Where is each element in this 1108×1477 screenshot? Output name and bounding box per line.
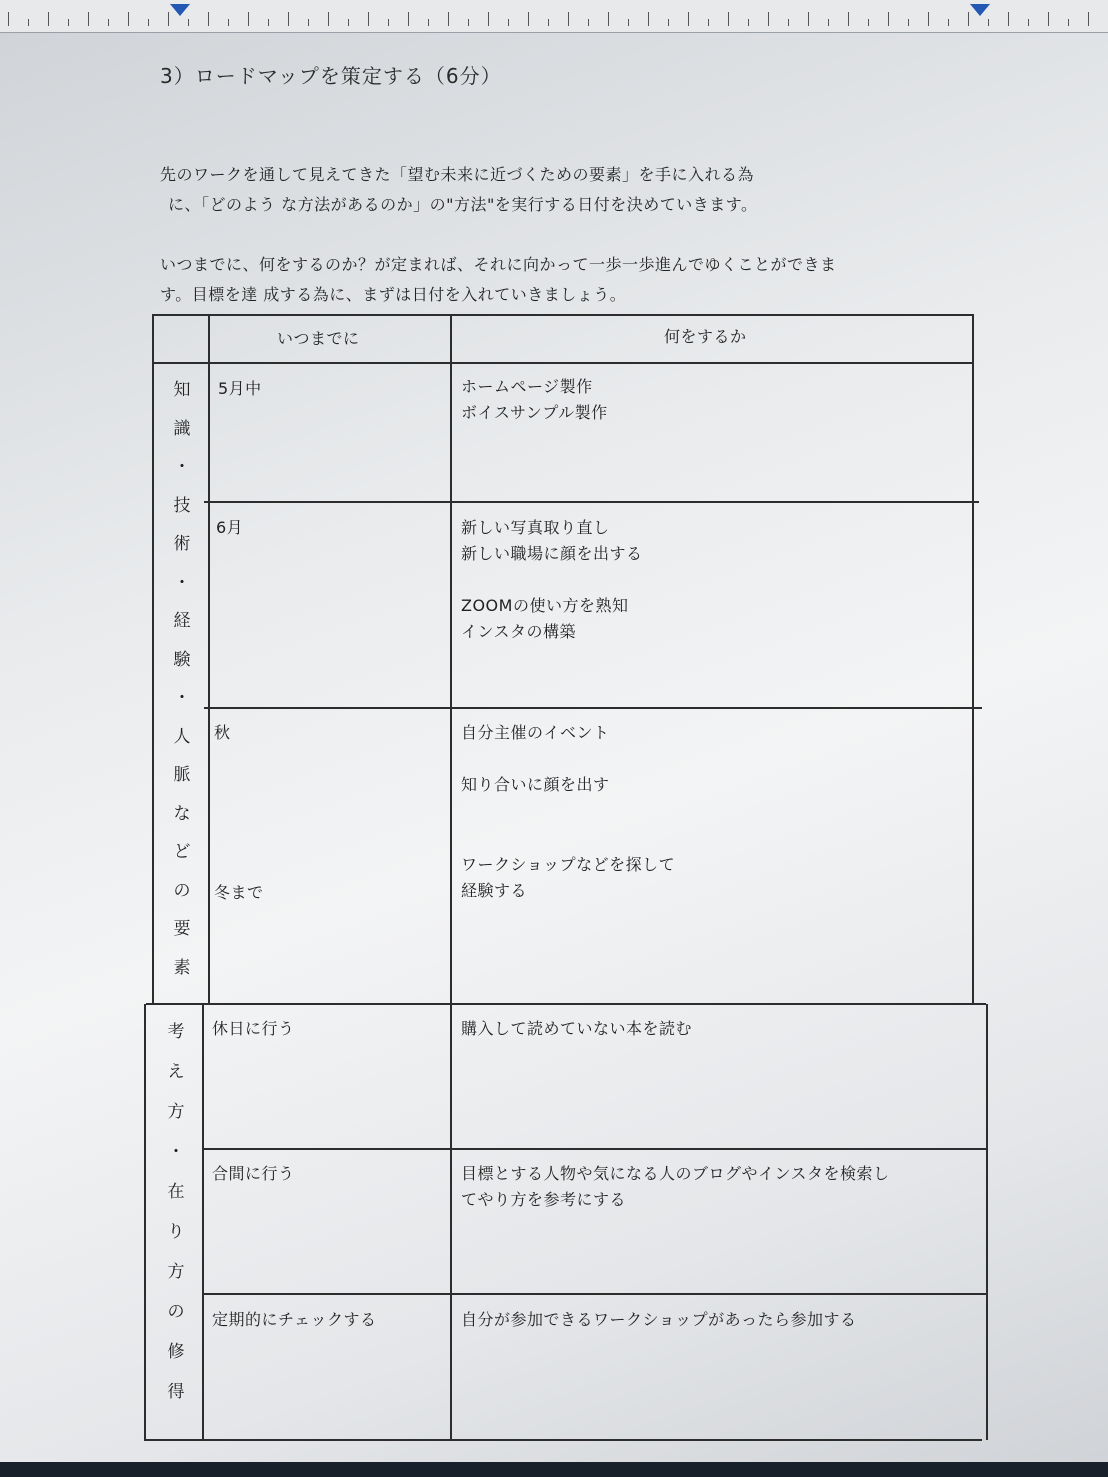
group-label-char: 人 [173, 726, 191, 747]
ruler-tick [968, 12, 969, 26]
when-cell[interactable]: 定期的にチェックする [212, 1310, 377, 1329]
ruler[interactable] [0, 0, 1108, 33]
ruler-tick [1088, 12, 1089, 26]
group-label-char: 在 [167, 1182, 185, 1202]
table-border [152, 314, 974, 316]
ruler-tick [468, 19, 469, 26]
table-border [986, 1004, 988, 1440]
group-label-char: り [167, 1222, 185, 1242]
what-cell[interactable]: 自分主催のイベント [461, 723, 610, 742]
ruler-tick [348, 19, 349, 26]
ruler-tick [128, 12, 129, 26]
group-label-char: 験 [173, 649, 191, 670]
right-indent-marker[interactable] [970, 4, 990, 16]
group-label-char: な [173, 803, 191, 824]
header-when: いつまでに [277, 329, 360, 348]
ruler-tick [908, 19, 909, 26]
table-divider [202, 1293, 986, 1295]
ruler-tick [48, 12, 49, 26]
group-label-char: 脈 [173, 765, 191, 785]
group-label-char: 得 [167, 1382, 185, 1402]
ruler-tick [768, 12, 769, 26]
group-label-char: の [173, 880, 191, 901]
table-divider [202, 1148, 986, 1150]
when-cell[interactable]: 冬まで [214, 883, 264, 902]
group-label-char: 識 [173, 418, 191, 439]
ruler-tick [168, 12, 169, 26]
ruler-tick [1008, 12, 1009, 26]
ruler-tick [8, 12, 9, 26]
group-label-char: 経 [173, 611, 191, 631]
what-cell[interactable]: 自分が参加できるワークショップがあったら参加する [461, 1310, 857, 1329]
ruler-tick [808, 12, 809, 26]
ruler-tick [848, 12, 849, 26]
table-divider [204, 707, 982, 709]
ruler-tick [148, 19, 149, 26]
ruler-tick [728, 12, 729, 26]
group-label-char: 素 [173, 957, 191, 978]
group-label-char: 術 [173, 534, 191, 554]
ruler-tick [528, 12, 529, 26]
ruler-tick [1068, 19, 1069, 26]
ruler-tick [568, 12, 569, 26]
intro2-line: す。目標を達 成する為に、まずは日付を入れていきましょう。 [160, 285, 627, 304]
ruler-tick [928, 12, 929, 26]
ruler-tick [628, 19, 629, 26]
ruler-tick [188, 19, 189, 26]
group-label-char: 方 [167, 1262, 185, 1282]
ruler-tick [588, 19, 589, 26]
ruler-tick [828, 19, 829, 26]
what-cell[interactable]: ホームページ製作 [461, 377, 593, 396]
ruler-tick [208, 12, 209, 26]
ruler-tick [508, 19, 509, 26]
group-label-char: ・ [167, 1142, 185, 1162]
ruler-tick [548, 19, 549, 26]
when-cell[interactable]: 5月中 [218, 379, 262, 398]
what-cell[interactable]: インスタの構築 [461, 622, 577, 641]
when-cell[interactable]: 秋 [214, 723, 231, 742]
when-cell[interactable]: 6月 [216, 518, 244, 537]
group-label-char: 方 [167, 1102, 185, 1122]
intro2-line: いつまでに、何をするのか？が定まれば、それに向かって一歩一歩進んでゆくことができま [160, 255, 837, 274]
ruler-tick [308, 19, 309, 26]
ruler-tick [648, 12, 649, 26]
ruler-tick [788, 19, 789, 26]
left-indent-marker[interactable] [170, 4, 190, 16]
device-bezel [0, 1462, 1108, 1477]
table-border [972, 314, 974, 1004]
ruler-tick [288, 12, 289, 26]
table-border [152, 314, 154, 1004]
group-label-char: 技 [173, 495, 191, 516]
when-cell[interactable]: 合間に行う [212, 1164, 295, 1183]
header-what: 何をするか [664, 327, 747, 346]
ruler-tick [748, 19, 749, 26]
ruler-tick [708, 19, 709, 26]
group-label-char: の [167, 1302, 185, 1322]
ruler-tick [228, 19, 229, 26]
what-cell[interactable]: 新しい写真取り直し [461, 518, 610, 537]
group-label-char: 知 [173, 380, 191, 400]
ruler-tick [668, 19, 669, 26]
intro2-paragraph [160, 250, 837, 310]
what-cell[interactable]: ボイスサンプル製作 [461, 403, 608, 422]
ruler-tick [248, 12, 249, 26]
what-cell[interactable]: 購入して読めていない本を読む [461, 1019, 693, 1038]
group-label-char: ・ [173, 457, 191, 477]
group-label-char: え [167, 1062, 185, 1082]
what-cell[interactable]: 目標とする人物や気になる人のブログやインスタを検索し [461, 1164, 890, 1183]
ruler-tick [988, 19, 989, 26]
ruler-tick [888, 12, 889, 26]
group-label-char: 修 [167, 1342, 185, 1362]
ruler-tick [688, 12, 689, 26]
group-label-char: ど [173, 842, 191, 862]
group-label-char: 要 [173, 919, 191, 939]
ruler-tick [68, 19, 69, 26]
ruler-tick [88, 12, 89, 26]
ruler-tick [1028, 19, 1029, 26]
table-border [144, 1439, 982, 1441]
group-label-char: ・ [173, 572, 191, 593]
intro-line: に、「どのよう な方法があるのか」の"方法"を実行する日付を決めていきます。 [168, 195, 758, 214]
what-cell[interactable]: てやり方を参考にする [461, 1190, 627, 1209]
intro-paragraph [160, 160, 758, 220]
table-divider [146, 1003, 986, 1005]
ruler-tick [28, 19, 29, 26]
ruler-tick [108, 19, 109, 26]
what-cell[interactable]: ワークショップなどを探して [461, 855, 676, 874]
roadmap-table [152, 314, 974, 1440]
what-cell[interactable]: 経験する [461, 881, 528, 900]
table-divider [204, 501, 979, 503]
ruler-tick [948, 19, 949, 26]
what-cell[interactable]: 新しい職場に顔を出する [461, 544, 643, 563]
when-cell[interactable]: 休日に行う [212, 1019, 295, 1038]
ruler-tick [488, 12, 489, 26]
ruler-tick [608, 12, 609, 26]
table-border [144, 1004, 146, 1440]
table-divider [208, 314, 210, 1004]
ruler-tick [428, 19, 429, 26]
what-cell[interactable]: 知り合いに顔を出す [461, 775, 610, 794]
ruler-tick [448, 12, 449, 26]
ruler-tick [868, 19, 869, 26]
ruler-tick [328, 12, 329, 26]
ruler-tick [1048, 12, 1049, 26]
ruler-tick [268, 19, 269, 26]
group-label-char: 考 [167, 1022, 185, 1042]
table-divider [152, 362, 974, 364]
table-divider [202, 1004, 204, 1440]
group-label-char: ・ [173, 688, 191, 708]
ruler-tick [368, 12, 369, 26]
ruler-tick [408, 12, 409, 26]
section-heading: 3）ロードマップを策定する（6分） [160, 64, 502, 88]
ruler-tick [388, 19, 389, 26]
what-cell[interactable]: ZOOMの使い方を熟知 [461, 596, 629, 615]
intro-line: 先のワークを通して見えてきた「望む未来に近づくための要素」を手に入れる為 [160, 165, 755, 184]
table-divider [450, 314, 452, 1440]
